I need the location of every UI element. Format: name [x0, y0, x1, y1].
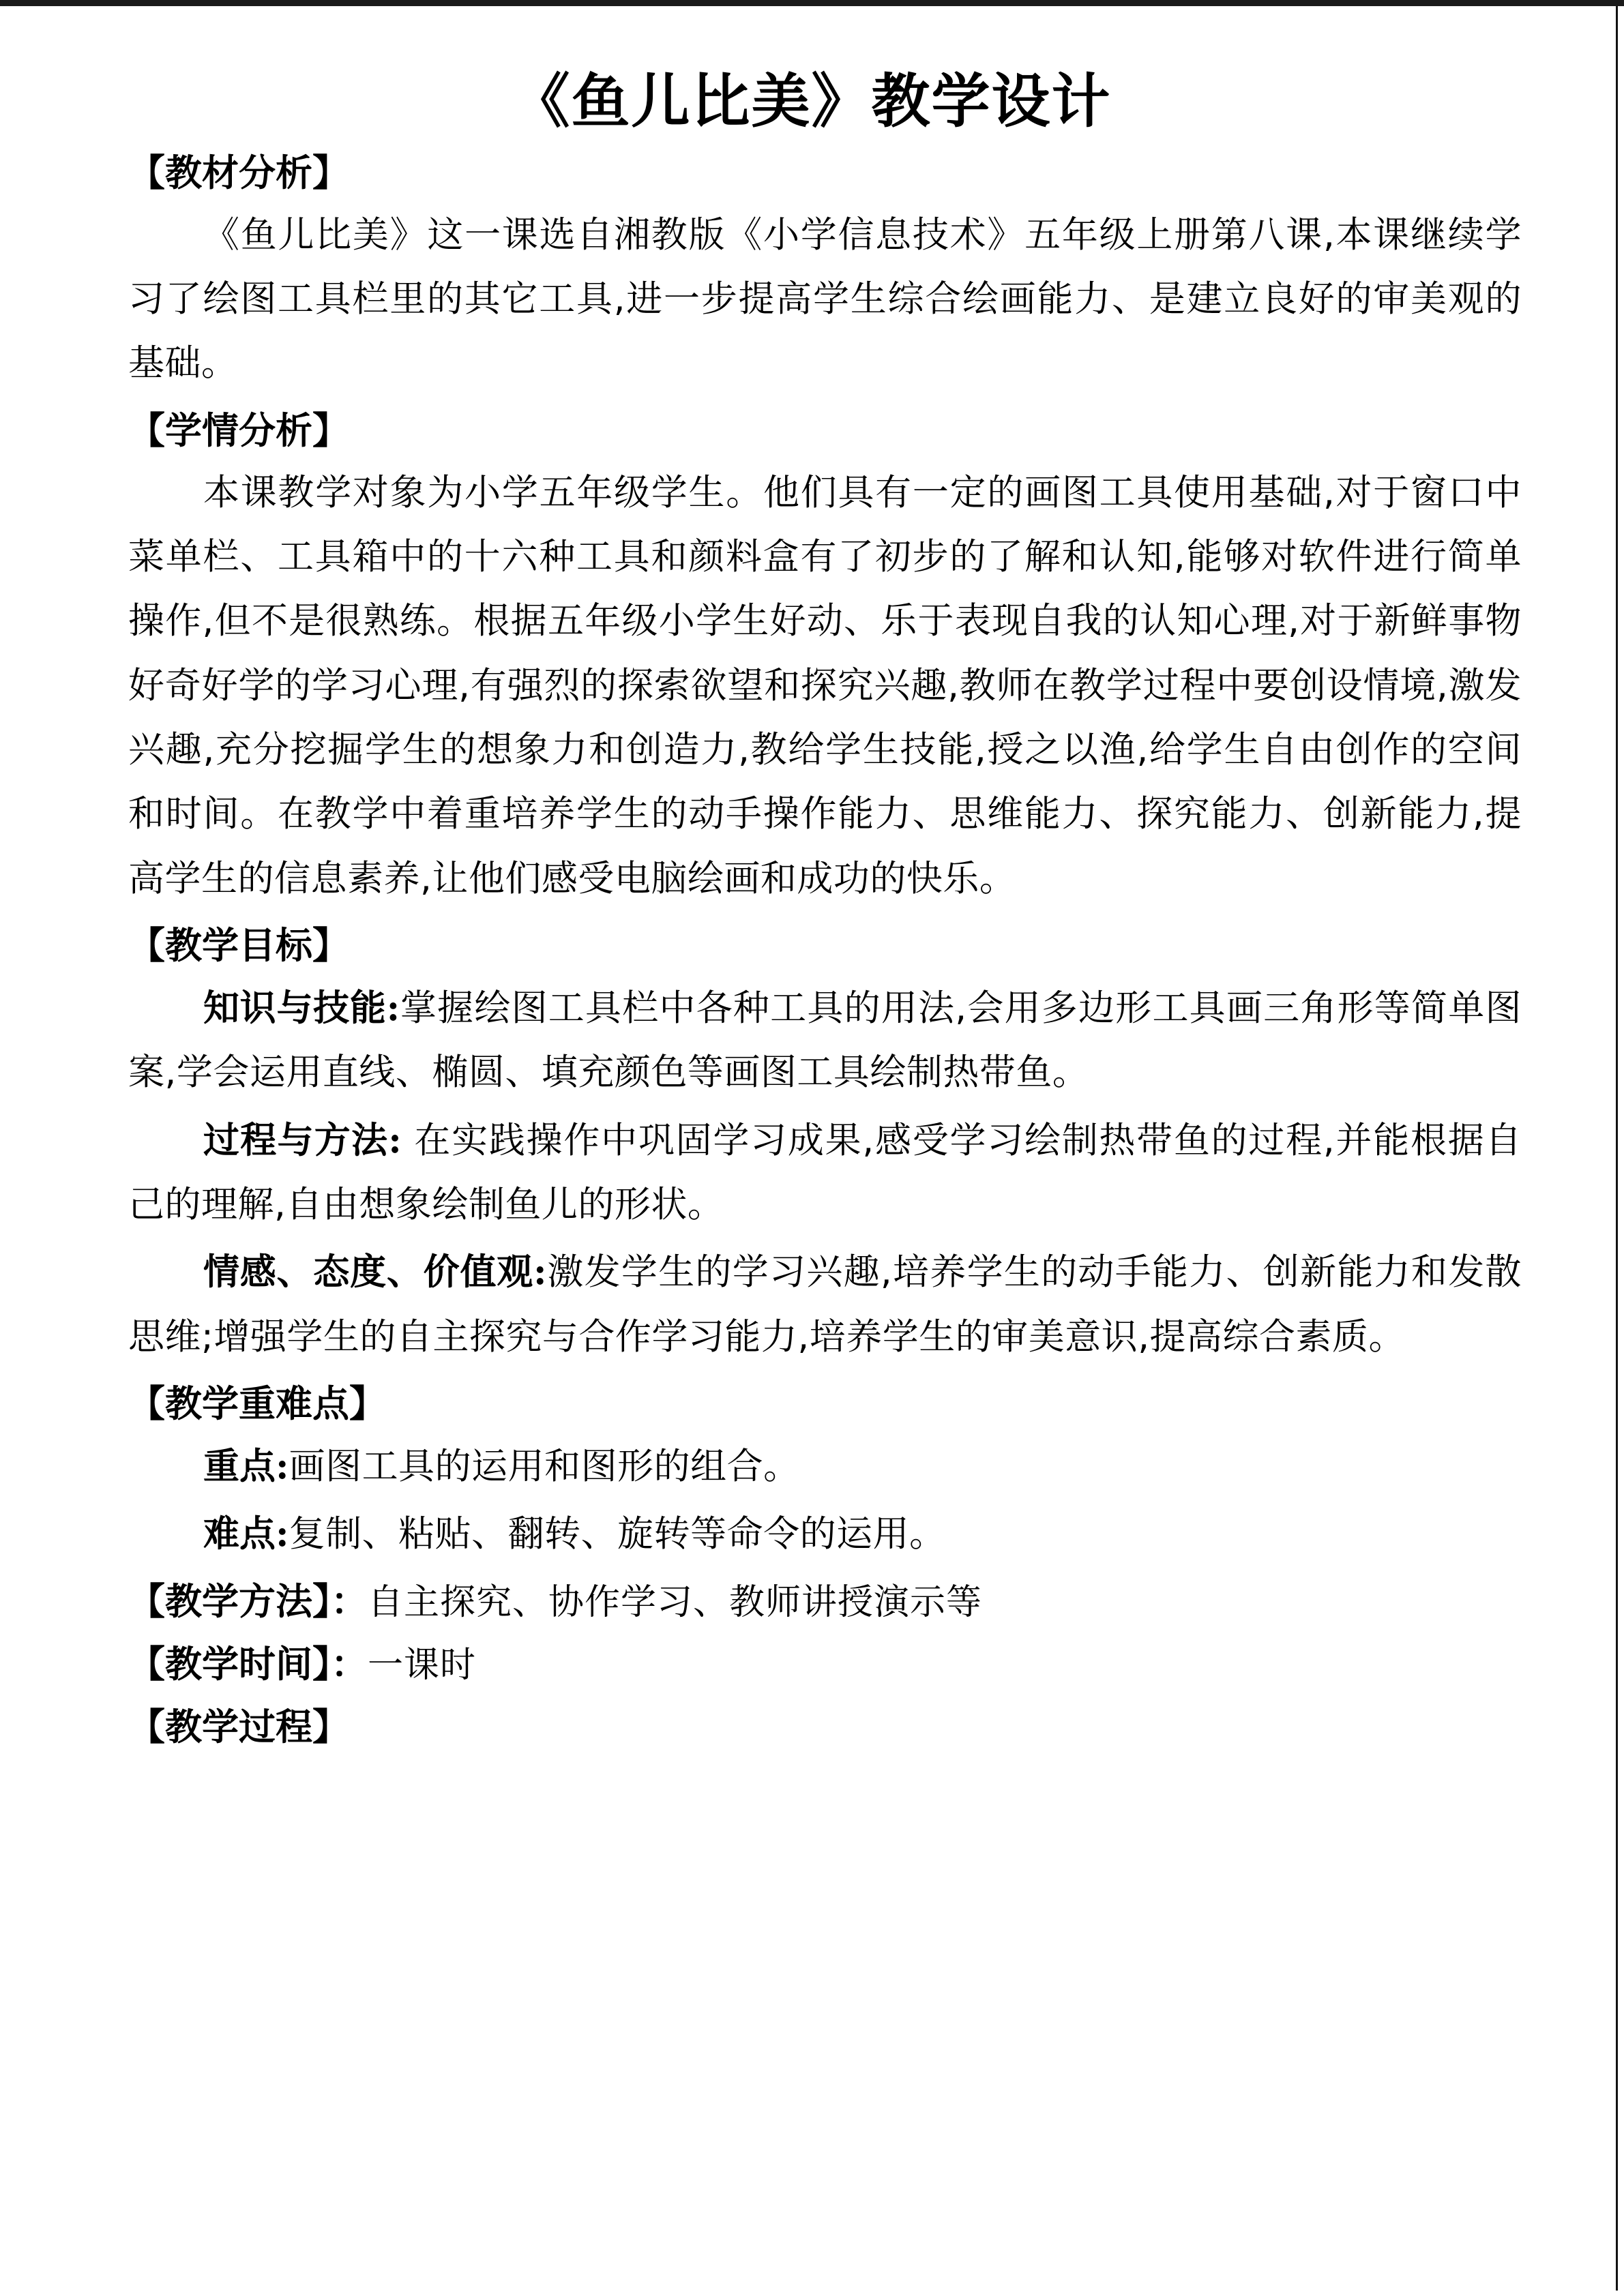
- label-teaching-methods: 【教学方法】：: [128, 1579, 368, 1623]
- paragraph-difficult-point: [128, 1502, 1522, 1566]
- label-difficult-point: 难点:: [203, 1512, 289, 1555]
- label-key-point: 重点:: [203, 1445, 289, 1488]
- text-teaching-time: 一课时: [368, 1644, 477, 1686]
- paragraph-knowledge-and-skills: [128, 976, 1522, 1105]
- paragraph-teaching-material-analysis: 《鱼儿比美》这一课选自湘教版《小学信息技术》五年级上册第八课,本课继续学习了绘图工具栏里的其它工具,进一步提高学生综合绘画能力、是建立良好的审美观的基础。: [128, 213, 1522, 385]
- paragraph-student-analysis: 本课教学对象为小学五年级学生。他们具有一定的画图工具使用基础,对于窗口中菜单栏、工具箱中的十六种工具和颜料盒有了初步的了解和认知,能够对软件进行简单操作,但不是很熟练。根据五年级小学生好动、乐于表现自我的认知心理,对于新鲜事物好奇好学的学习心理,有强烈的探索欲望和探究兴趣,教师在教学过程中要创设情境,激发兴趣,充分挖掘学生的想象力和创造力,教给学生技能,授之以渔,给学生自由创作的空间和时间。在教学中着重培养学生的动手操作能力、思维能力、探究能力、创新能力,提高学生的信息素养,让他们感受电脑绘画和成功的快乐。: [128, 471, 1522, 899]
- page-title: 《鱼儿比美》教学设计: [511, 67, 1112, 136]
- text-key-point: 画图工具的运用和图形的组合。: [289, 1446, 800, 1488]
- section-heading-teaching-time: [128, 1636, 1522, 1693]
- text-knowledge-and-skills: 掌握绘图工具栏中各种工具的用法,会用多边形工具画三角形等简单图案,学会运用直线、椭圆、填充颜色等画图工具绘制热带鱼。: [128, 987, 1522, 1094]
- section-heading-key-and-difficult-points: 【教学重难点】: [128, 1381, 386, 1425]
- label-process-and-method: 过程与方法:: [203, 1118, 402, 1161]
- label-knowledge-and-skills: 知识与技能:: [203, 987, 400, 1030]
- paragraph-key-point: [128, 1434, 1522, 1499]
- paragraph-process-and-method: [128, 1108, 1522, 1238]
- section-heading-student-analysis: 【学情分析】: [128, 408, 349, 452]
- text-process-and-method: 在实践操作中巩固学习成果,感受学习绘制热带鱼的过程,并能根据自己的理解,自由想象绘制鱼儿的形状。: [128, 1119, 1522, 1225]
- text-difficult-point: 复制、粘贴、翻转、旋转等命令的运用。: [289, 1513, 946, 1555]
- section-heading-teaching-process: 【教学过程】: [128, 1704, 349, 1748]
- text-emotion-attitude-values: 激发学生的学习兴趣,培养学生的动手能力、创新能力和发散思维;增强学生的自主探究与合作学习能力,培养学生的审美意识,提高综合素质。: [128, 1251, 1522, 1358]
- label-emotion-attitude-values: 情感、态度、价值观:: [203, 1251, 547, 1294]
- section-heading-teaching-objectives: 【教学目标】: [128, 923, 349, 967]
- text-teaching-methods: 自主探究、协作学习、教师讲授演示等: [368, 1581, 983, 1623]
- section-heading-teaching-methods: [128, 1573, 1522, 1630]
- paragraph-emotion-attitude-values: [128, 1240, 1522, 1369]
- section-heading-teaching-material-analysis: 【教材分析】: [128, 150, 349, 194]
- label-teaching-time: 【教学时间】：: [128, 1641, 368, 1686]
